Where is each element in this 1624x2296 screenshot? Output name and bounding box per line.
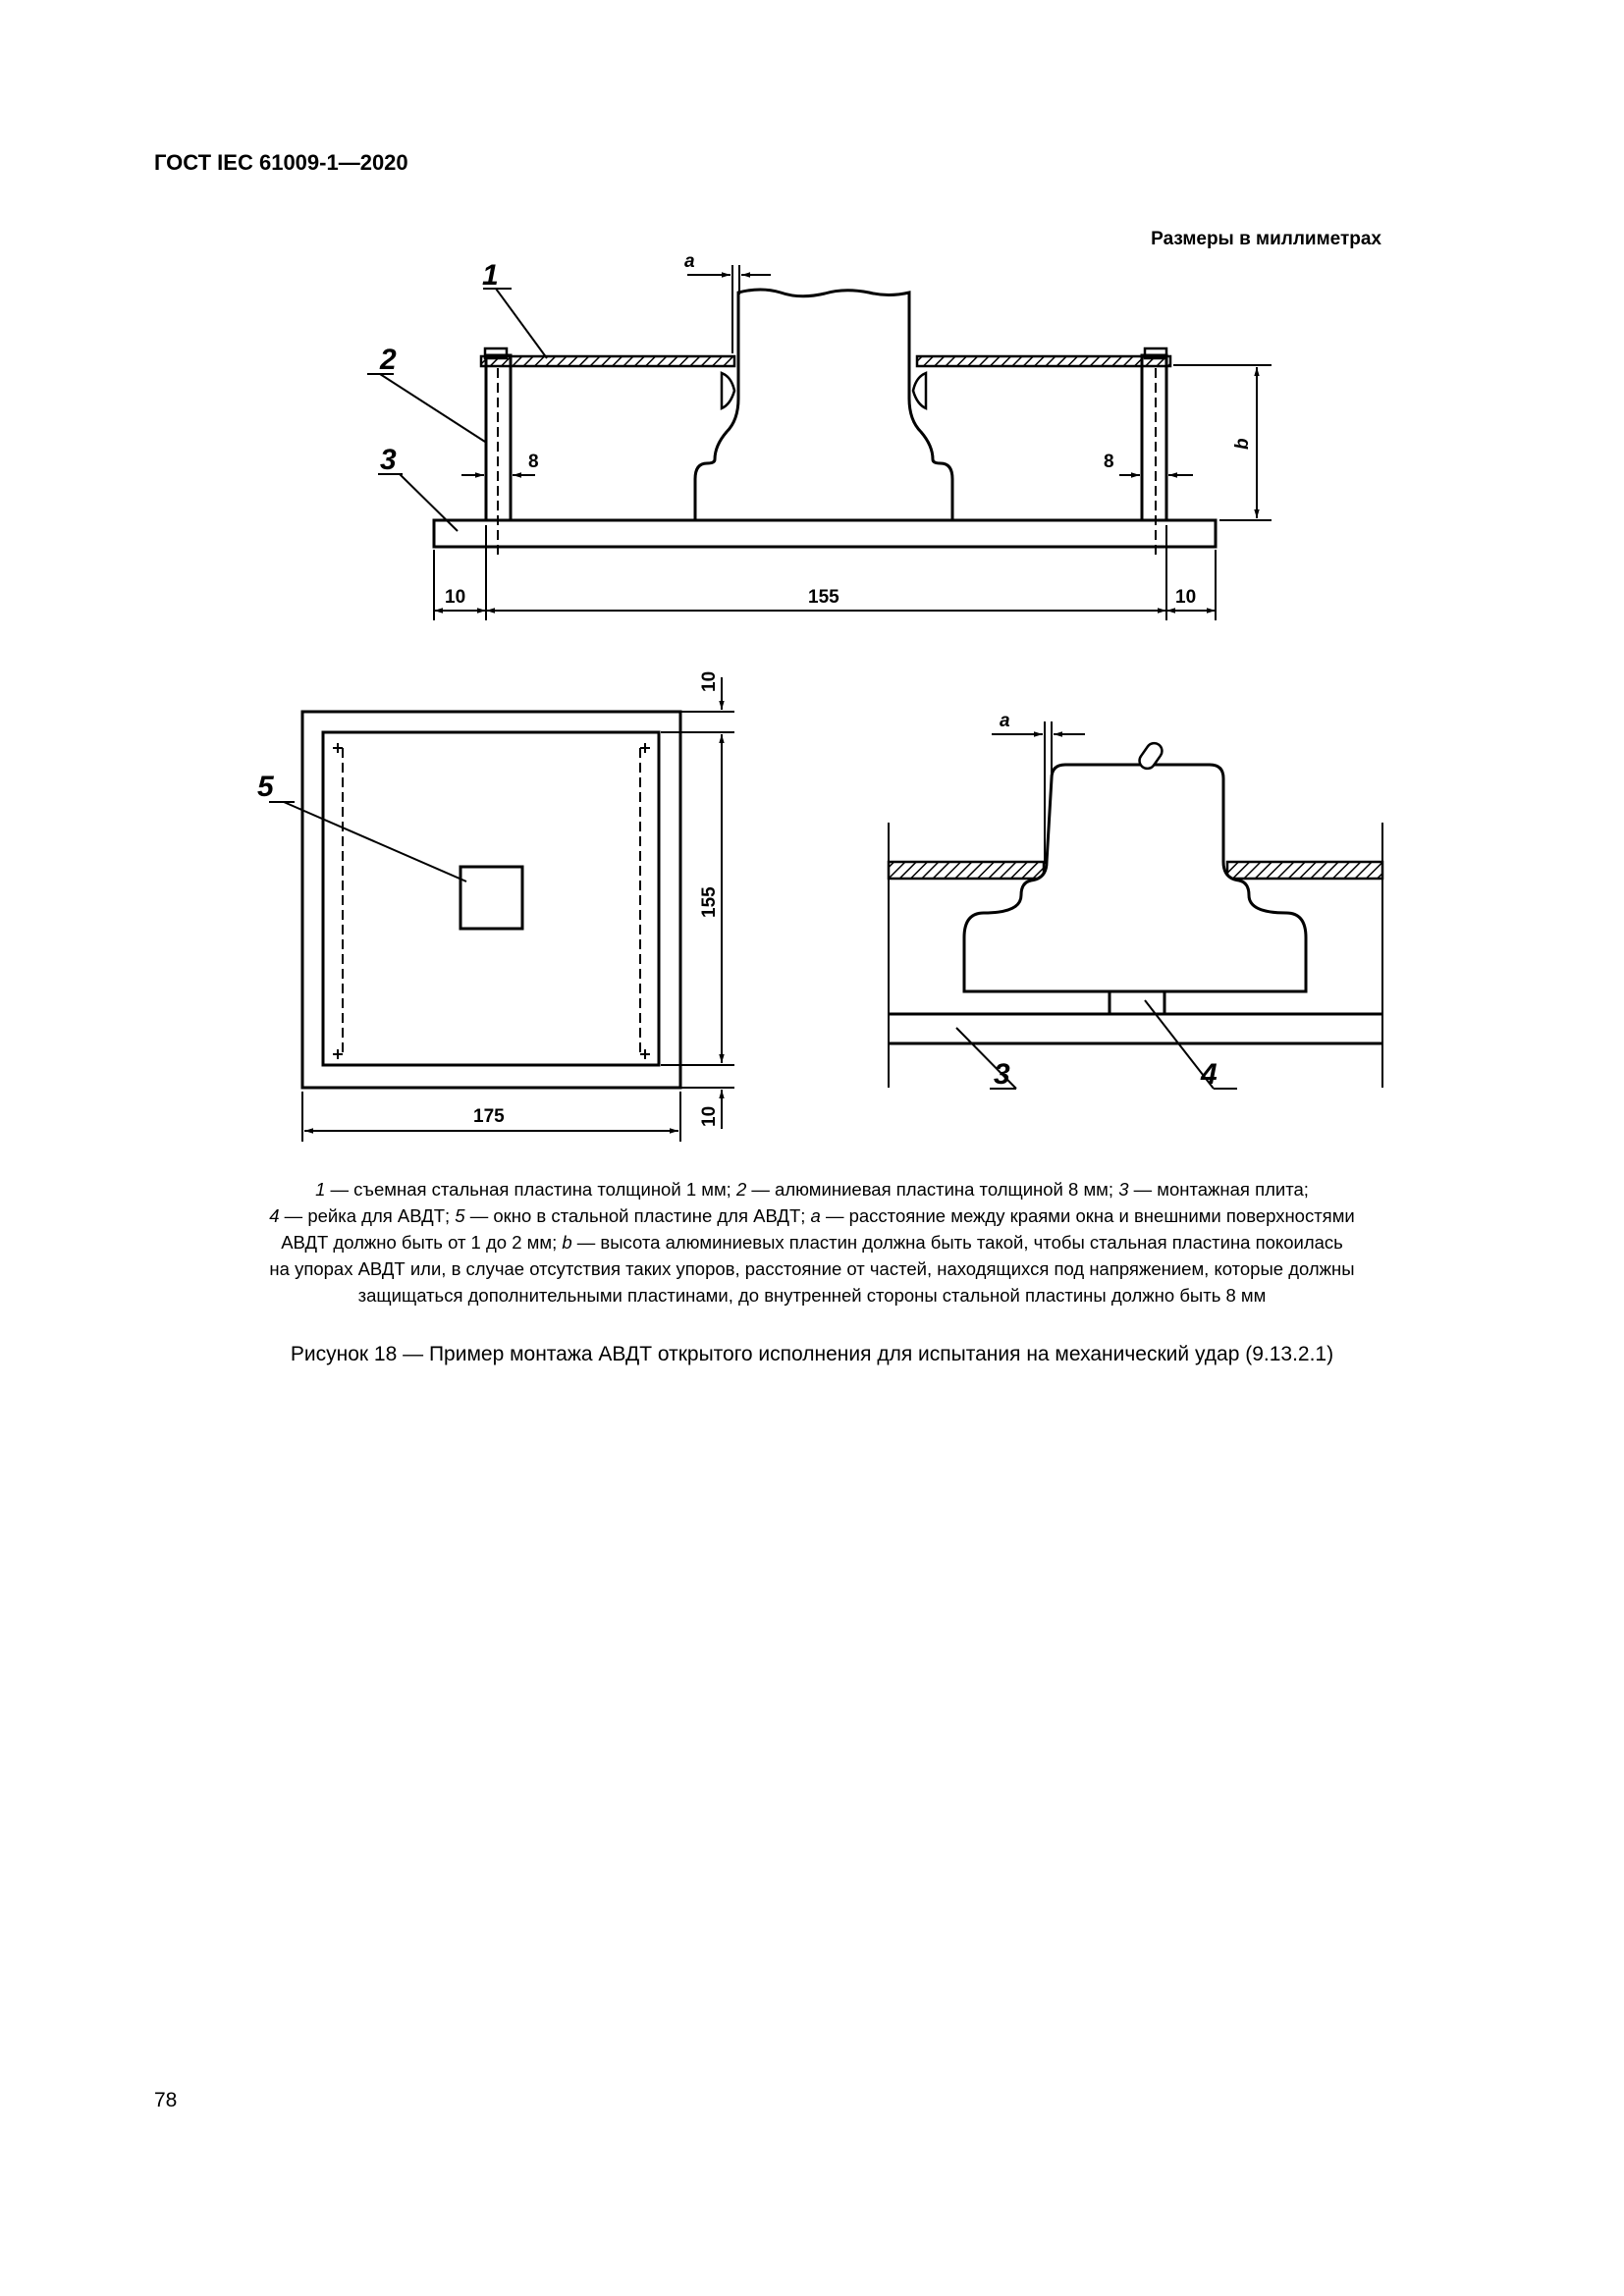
- callout-5: 5: [257, 771, 274, 803]
- steel-plate-plan: [323, 732, 659, 1065]
- plan-view: [302, 712, 680, 1088]
- aluminium-plate-right: [1142, 355, 1166, 520]
- dim-8-right: 8: [1104, 452, 1114, 472]
- legend-line-2: 4 — рейка для АВДТ; 5 — окно в стальной пластине для АВДТ; a — расстояние между краями окна и внешними поверхностями: [269, 1205, 1355, 1226]
- page-number: 78: [154, 2089, 178, 2111]
- dim-8-left: 8: [528, 452, 539, 472]
- callout-2: 2: [380, 344, 397, 376]
- callout-3: 3: [380, 444, 397, 476]
- callout-1: 1: [482, 259, 499, 292]
- dim-155: 155: [808, 587, 839, 608]
- mounting-plate-plan: [302, 712, 680, 1088]
- steel-plate-detail-left: [889, 862, 1044, 879]
- dim-b: b: [1232, 438, 1253, 450]
- steel-plate-left: [481, 356, 734, 366]
- callout-4: 4: [1201, 1058, 1218, 1091]
- plan-view-dimensions: [269, 677, 734, 1142]
- mounting-plate: [434, 520, 1216, 547]
- figure-legend: [137, 1176, 1487, 1308]
- document-header: ГОСТ IEC 61009-1—2020: [154, 150, 408, 175]
- dim-155-vertical: 155: [699, 886, 720, 918]
- legend-line-5: защищаться дополнительными пластинами, до внутренней стороны стальной пластины должно быть 8 мм: [357, 1285, 1267, 1306]
- dim-175: 175: [473, 1106, 505, 1127]
- din-rail-4: [1110, 991, 1164, 1014]
- dim-10-bottom: 10: [699, 1105, 720, 1127]
- legend-line-4: на упорах АВДТ или, в случае отсутствия таких упоров, расстояние от частей, находящихся под напряжением, которые должны: [269, 1258, 1355, 1279]
- callout-3-detail: 3: [994, 1058, 1010, 1091]
- legend-line-1: 1 — съемная стальная пластина толщиной 1 мм; 2 — алюминиевая пластина толщиной 8 мм; 3 — монтажная плита;: [315, 1179, 1309, 1200]
- legend-line-3: АВДТ должно быть от 1 до 2 мм; b — высота алюминиевых пластин должна быть такой, чтобы стальная пластина покоилась: [281, 1232, 1343, 1253]
- dim-10-top: 10: [699, 670, 720, 692]
- steel-plate-detail-right: [1227, 862, 1382, 879]
- dim-10-right: 10: [1175, 587, 1197, 608]
- rcd-device-side: [695, 290, 952, 520]
- steel-plate-right: [917, 356, 1170, 366]
- figure-caption: Рисунок 18 — Пример монтажа АВДТ открытого исполнения для испытания на механический удар (9.13.2.1): [290, 1343, 1334, 1365]
- dim-a-detail: a: [1000, 711, 1010, 731]
- side-view: [434, 265, 1272, 620]
- dim-a-top: a: [684, 251, 695, 272]
- units-note: Размеры в миллиметрах: [1151, 229, 1381, 249]
- dim-10-left: 10: [445, 587, 466, 608]
- window-5: [460, 867, 522, 929]
- plan-view-labels: [257, 671, 720, 1127]
